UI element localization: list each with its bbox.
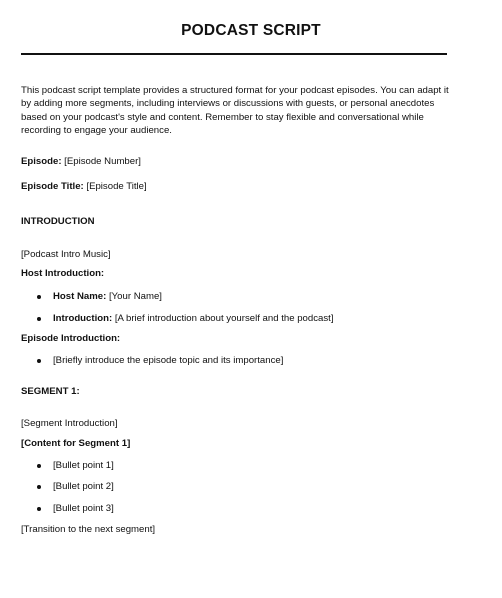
segment-content-heading: [Content for Segment 1] — [21, 438, 131, 449]
episode-value: [Episode Number] — [61, 156, 141, 167]
segment-transition: [Transition to the next segment] — [21, 524, 156, 535]
bullet-icon — [37, 485, 41, 489]
host-name-item — [53, 290, 162, 303]
introduction-item — [53, 312, 334, 325]
segment-bullet-3: [Bullet point 3] — [53, 503, 114, 514]
segment-bullet-2: [Bullet point 2] — [53, 481, 114, 492]
intro-paragraph: This podcast script template provides a structured format for your podcast episodes. You can adapt it by adding more segments, including interviews or discussions with guests, or personal anecdotes based on your podcast's style and content. Remember to stay flexible and conversational while recording to engage your audience. — [21, 85, 449, 137]
host-name-label: Host Name: — [53, 291, 107, 302]
bullet-icon — [37, 464, 41, 468]
bullet-icon — [37, 507, 41, 511]
bullet-icon — [37, 295, 41, 299]
segment-bullet-1: [Bullet point 1] — [53, 460, 114, 471]
intro-music: [Podcast Intro Music] — [21, 249, 111, 260]
segment-introduction: [Segment Introduction] — [21, 418, 118, 429]
episode-title-value: [Episode Title] — [83, 181, 147, 192]
episode-label: Episode: — [21, 156, 62, 167]
episode-title-line — [21, 180, 147, 193]
document-title: PODCAST SCRIPT — [181, 22, 321, 39]
title-divider — [21, 53, 447, 55]
host-name-value: [Your Name] — [106, 291, 162, 302]
host-introduction-heading: Host Introduction: — [21, 268, 105, 279]
introduction-value: [A brief introduction about yourself and the podcast] — [112, 313, 334, 324]
introduction-label: Introduction: — [53, 313, 113, 324]
bullet-icon — [37, 359, 41, 363]
introduction-heading: INTRODUCTION — [21, 216, 95, 227]
bullet-icon — [37, 317, 41, 321]
episode-line — [21, 155, 141, 168]
segment-1-heading: SEGMENT 1: — [21, 386, 80, 397]
episode-title-label: Episode Title: — [21, 181, 84, 192]
episode-introduction-heading: Episode Introduction: — [21, 333, 121, 344]
episode-intro-item: [Briefly introduce the episode topic and its importance] — [53, 355, 284, 366]
